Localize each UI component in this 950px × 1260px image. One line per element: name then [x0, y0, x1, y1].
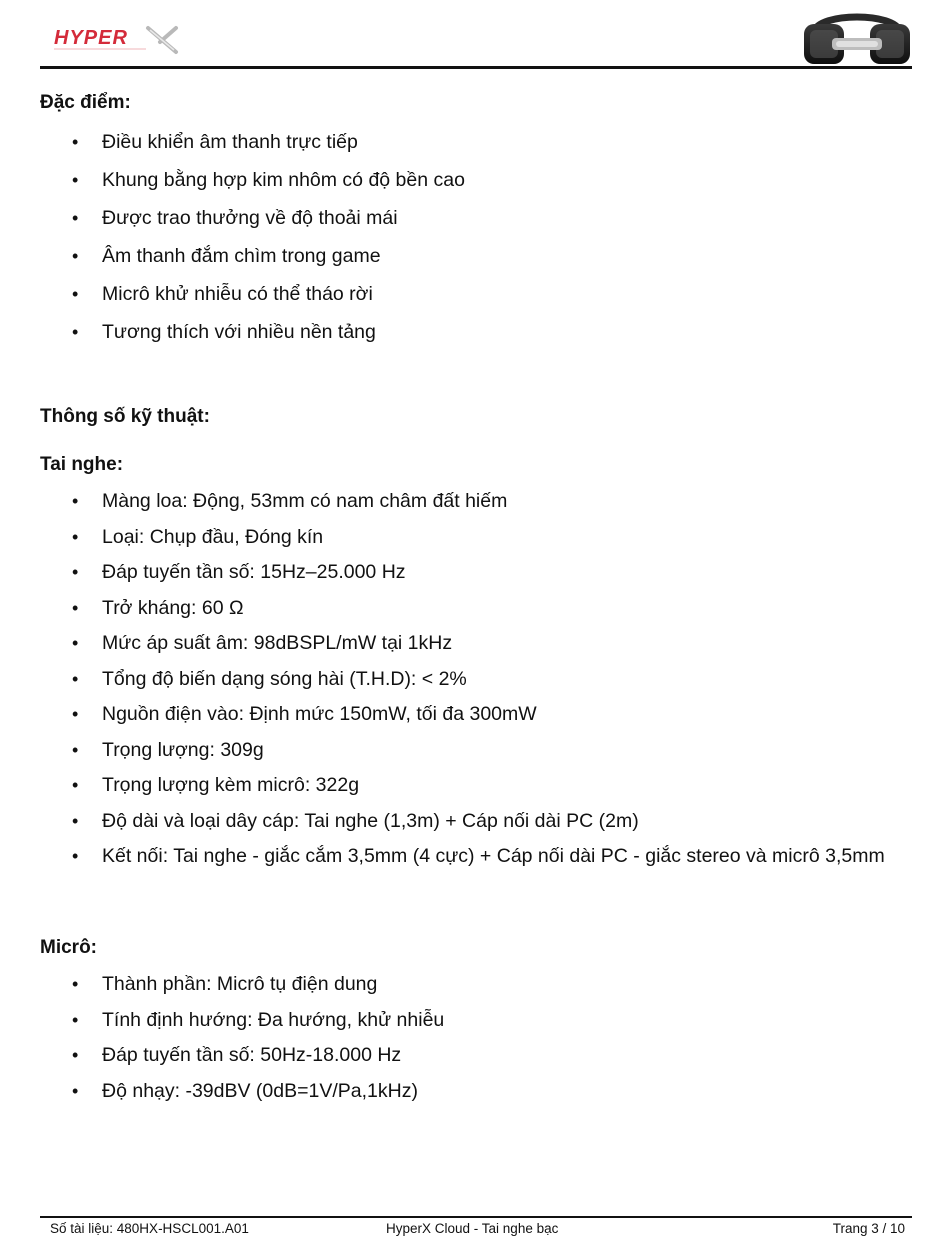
microphone-list	[40, 972, 900, 1103]
footer-divider	[40, 1216, 912, 1218]
headphones-heading: Tai nghe:	[40, 454, 124, 475]
list-item: • Micrô khử nhiễu có thể tháo rời	[40, 282, 900, 306]
microphone-heading: Micrô:	[40, 937, 97, 958]
list-item: • Đáp tuyến tần số: 50Hz-18.000 Hz	[40, 1043, 900, 1067]
list-item: • Tính định hướng: Đa hướng, khử nhiễu	[40, 1008, 900, 1032]
list-item: • Loại: Chụp đầu, Đóng kín	[40, 525, 900, 549]
list-item: • Khung bằng hợp kim nhôm có độ bền cao	[40, 168, 900, 192]
list-item: • Trở kháng: 60 Ω	[40, 596, 900, 620]
page-number: Trang 3 / 10	[832, 1221, 905, 1236]
features-list	[40, 130, 900, 344]
specs-heading: Thông số kỹ thuật:	[40, 406, 210, 427]
list-item: • Độ dài và loại dây cáp: Tai nghe (1,3m) + Cáp nối dài PC (2m)	[40, 809, 900, 833]
list-item: • Trọng lượng: 309g	[40, 738, 900, 762]
footer-product: HyperX Cloud - Tai nghe bạc	[386, 1221, 559, 1236]
features-heading: Đặc điểm:	[40, 92, 131, 113]
list-item: • Thành phần: Micrô tụ điện dung	[40, 972, 900, 996]
list-item: • Kết nối: Tai nghe - giắc cắm 3,5mm (4 cực) + Cáp nối dài PC - giắc stereo và micrô 3,5mm	[40, 844, 900, 868]
header-divider	[40, 66, 912, 69]
headset-image	[802, 6, 912, 66]
list-item: • Trọng lượng kèm micrô: 322g	[40, 773, 900, 797]
hyperx-logo	[52, 18, 182, 62]
list-item: • Nguồn điện vào: Định mức 150mW, tối đa 300mW	[40, 702, 900, 726]
doc-number: Số tài liệu: 480HX-HSCL001.A01	[50, 1221, 249, 1236]
page-footer	[50, 1221, 905, 1237]
logo-wordmark: HYPER	[54, 27, 128, 49]
list-item: • Đáp tuyến tần số: 15Hz–25.000 Hz	[40, 560, 900, 584]
headphones-list	[40, 489, 900, 868]
page-header	[40, 0, 912, 68]
list-item: • Tổng độ biến dạng sóng hài (T.H.D): < 2%	[40, 667, 900, 691]
list-item: • Tương thích với nhiều nền tảng	[40, 320, 900, 344]
list-item: • Độ nhạy: -39dBV (0dB=1V/Pa,1kHz)	[40, 1079, 900, 1103]
list-item: • Âm thanh đắm chìm trong game	[40, 244, 900, 268]
list-item: • Điều khiển âm thanh trực tiếp	[40, 130, 900, 154]
list-item: • Màng loa: Động, 53mm có nam châm đất hiếm	[40, 489, 900, 513]
list-item: • Được trao thưởng về độ thoải mái	[40, 206, 900, 230]
list-item: • Mức áp suất âm: 98dBSPL/mW tại 1kHz	[40, 631, 900, 655]
